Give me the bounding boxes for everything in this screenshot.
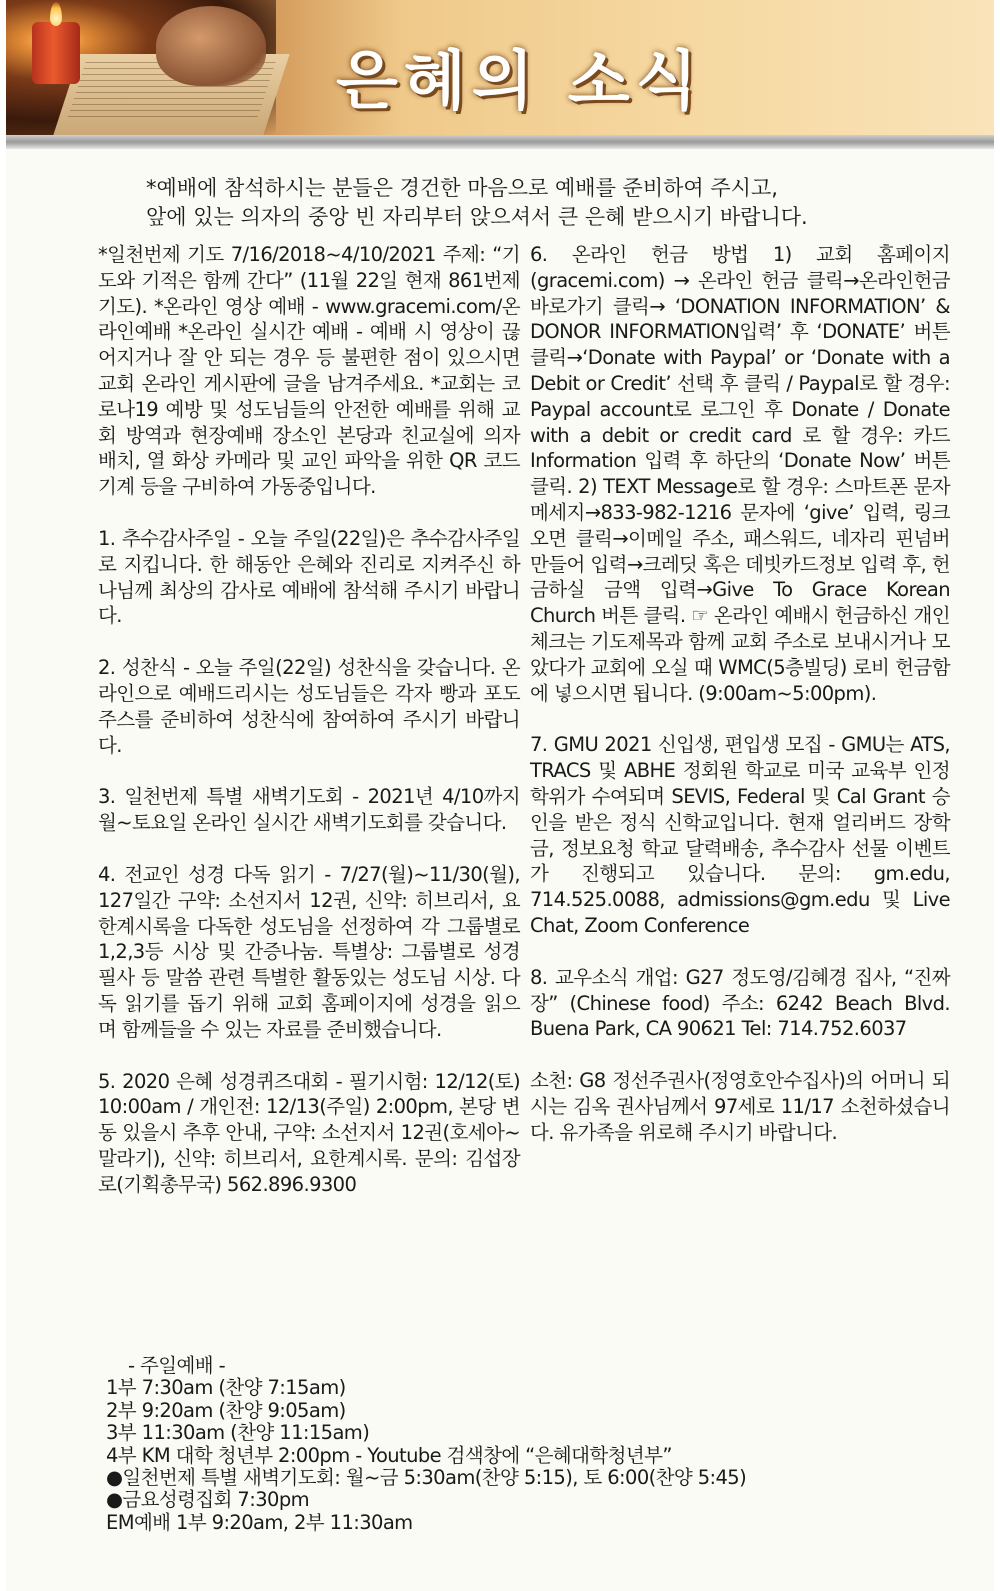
announcement-4: 4. 전교인 성경 다독 읽기 - 7/27(월)~11/30(월), 127일간 구약: 소선지서 12권, 신약: 히브리서, 요한계시록을 다독한 성도님을 선정하여 각 그룹별로 1,2,3등 시상 및 간증나눔. 특별상: 그룹별로 성경 필사 등 말씀 관련 특별한 활동있는 성도님 시상. 다독 읽기를 돕기 위해 교회 홈페이지에 성경을 읽으며 함께들을 수 있는 자료를 준비했습니다. <box>98 862 520 1041</box>
announcement-1: 1. 추수감사주일 - 오늘 주일(22일)은 추수감사주일로 지킵니다. 한 해동안 은혜와 진리로 지켜주신 하나님께 최상의 감사로 예배에 참석해 주시기 바랍니다. <box>98 526 520 628</box>
general-notice: *일천번제 기도 7/16/2018~4/10/2021 주제: “기도와 기적은 함께 간다” (11월 22일 현재 861번제 기도). *온라인 영상 예배 - www.gracemi.com/온라인예배 *온라인 실시간 예배 - 예배 시 영상이 끊어지거나 잘 안 되는 경우 등 불편한 점이 있으시면 교회 온라인 게시판에 글을 남겨주세요. *교회는 코로나19 예방 및 성도님들의 안전한 예배를 위해 교회 방역과 현장예배 장소인 본당과 친교실에 의자 배치, 열 화상 카메라 및 교인 파악을 위한 QR 코드 기계 등을 구비하여 가동중입니다. <box>98 243 520 499</box>
schedule-line: EM예배 1부 9:20am, 2부 11:30am <box>106 1510 413 1534</box>
schedule-line: 2부 9:20am (찬양 9:05am) <box>106 1398 346 1422</box>
schedule-line: 1부 7:30am (찬양 7:15am) <box>106 1376 346 1400</box>
candle-flame-icon <box>50 2 62 26</box>
announcement-8: 8. 교우소식 개업: G27 정도영/김혜경 집사, “진짜장” (Chinese food) 주소: 6242 Beach Blvd. Buena Park, CA 90621 Tel: 714.752.6037 <box>530 965 950 1041</box>
schedule-line: ●금요성령집회 7:30pm <box>106 1488 309 1512</box>
worship-schedule <box>106 1355 806 1534</box>
right-column <box>530 242 950 1146</box>
announcement-6: 6. 온라인 헌금 방법 1) 교회 홈페이지(gracemi.com) → 온라인 헌금 클릭→온라인헌금 바로가기 클릭→ ‘DONATION INFORMATION’ & DONOR INFORMATION입력’ 후 ‘DONATE’ 버튼 클릭→‘Donate with Paypal’ or ‘Donate with a Debit or Credit’ 선택 후 클릭 / Paypal로 할 경우: Paypal account로 로그인 후 Donate / Donate with a debit or credit card 로 할 경우: 카드 Information 입력 후 하단의 ‘Donate Now’ 버튼 클릭. 2) TEXT Message로 할 경우: 스마트폰 문자 메세지→833-982-1216 문자에 ‘give’ 입력, 링크오면 클릭→이메일 주소, 패스워드, 네자리 핀넘버 만들어 입력→크레딧 혹은 데빗카드정보 입력 후, 헌금하실 금액 입력→Give To Grace Korean Church 버튼 클릭. ☞ 온라인 예배시 헌금하신 개인 체크는 기도제목과 함께 교회 주소로 보내시거나 모았다가 교회에 오실 때 WMC(5층빌딩) 로비 헌금함에 넣으시면 됩니다. (9:00am~5:00pm). <box>530 243 950 705</box>
bulletin-page <box>6 0 994 1591</box>
intro-line-1: *예배에 참석하시는 분들은 경건한 마음으로 예배를 준비하여 주시고, <box>146 176 778 200</box>
announcement-7: 7. GMU 2021 신입생, 편입생 모집 - GMU는 ATS, TRACS 및 ABHE 정회원 학교로 미국 교육부 인정 학위가 수여되며 SEVIS, Federal 및 Cal Grant 승인을 받은 정식 신학교입니다. 현재 얼리버드 장학금, 정보요청 학교 달력배송, 추수감사 선물 이벤트가 진행되고 있습니다. 문의: gm.edu, 714.525.0088, admissions@gm.edu 및 Live Chat, Zoom Conference <box>530 733 950 937</box>
schedule-line: ●일천번제 특별 새벽기도회: 월~금 5:30am(찬양 5:15), 토 6:00(찬양 5:45) <box>106 1466 747 1490</box>
header-divider <box>6 135 994 149</box>
praying-hands-image <box>156 6 266 86</box>
intro-notice <box>146 174 966 232</box>
page-title: 은혜의 소식 <box>336 45 704 119</box>
left-column <box>98 242 520 1198</box>
candle-image <box>32 22 80 84</box>
announcement-3: 3. 일천번제 특별 새벽기도회 - 2021년 4/10까지 월~토요일 온라인 실시간 새벽기도회를 갖습니다. <box>98 785 520 835</box>
intro-line-2: 앞에 있는 의자의 중앙 빈 자리부터 앉으셔서 큰 은혜 받으시기 바랍니다. <box>146 205 808 229</box>
candle-bible-photo <box>6 0 276 135</box>
schedule-line: 4부 KM 대학 청년부 2:00pm - Youtube 검색창에 “은혜대학청년부” <box>106 1443 672 1467</box>
announcement-2: 2. 성찬식 - 오늘 주일(22일) 성찬식을 갖습니다. 온라인으로 예배드리시는 성도님들은 각자 빵과 포도주스를 준비하여 성찬식에 참여하여 주시기 바랍니다. <box>98 656 520 757</box>
schedule-heading: - 주일예배 - <box>128 1354 226 1377</box>
header-banner <box>6 0 994 135</box>
condolence-notice: 소천: G8 정선주권사(정영호안수집사)의 어머니 되시는 김옥 권사님께서 97세로 11/17 소천하셨습니다. 유가족을 위로해 주시기 바랍니다. <box>530 1069 950 1144</box>
announcement-5: 5. 2020 은혜 성경퀴즈대회 - 필기시험: 12/12(토) 10:00am / 개인전: 12/13(주일) 2:00pm, 본당 변동 있을시 추후 안내, 구약: 소선지서 12권(호세아~말라기), 신약: 히브리서, 요한계시록. 문의: 김섭장로(기획총무국) 562.896.9300 <box>98 1069 520 1196</box>
schedule-line: 3부 11:30am (찬양 11:15am) <box>106 1421 370 1445</box>
